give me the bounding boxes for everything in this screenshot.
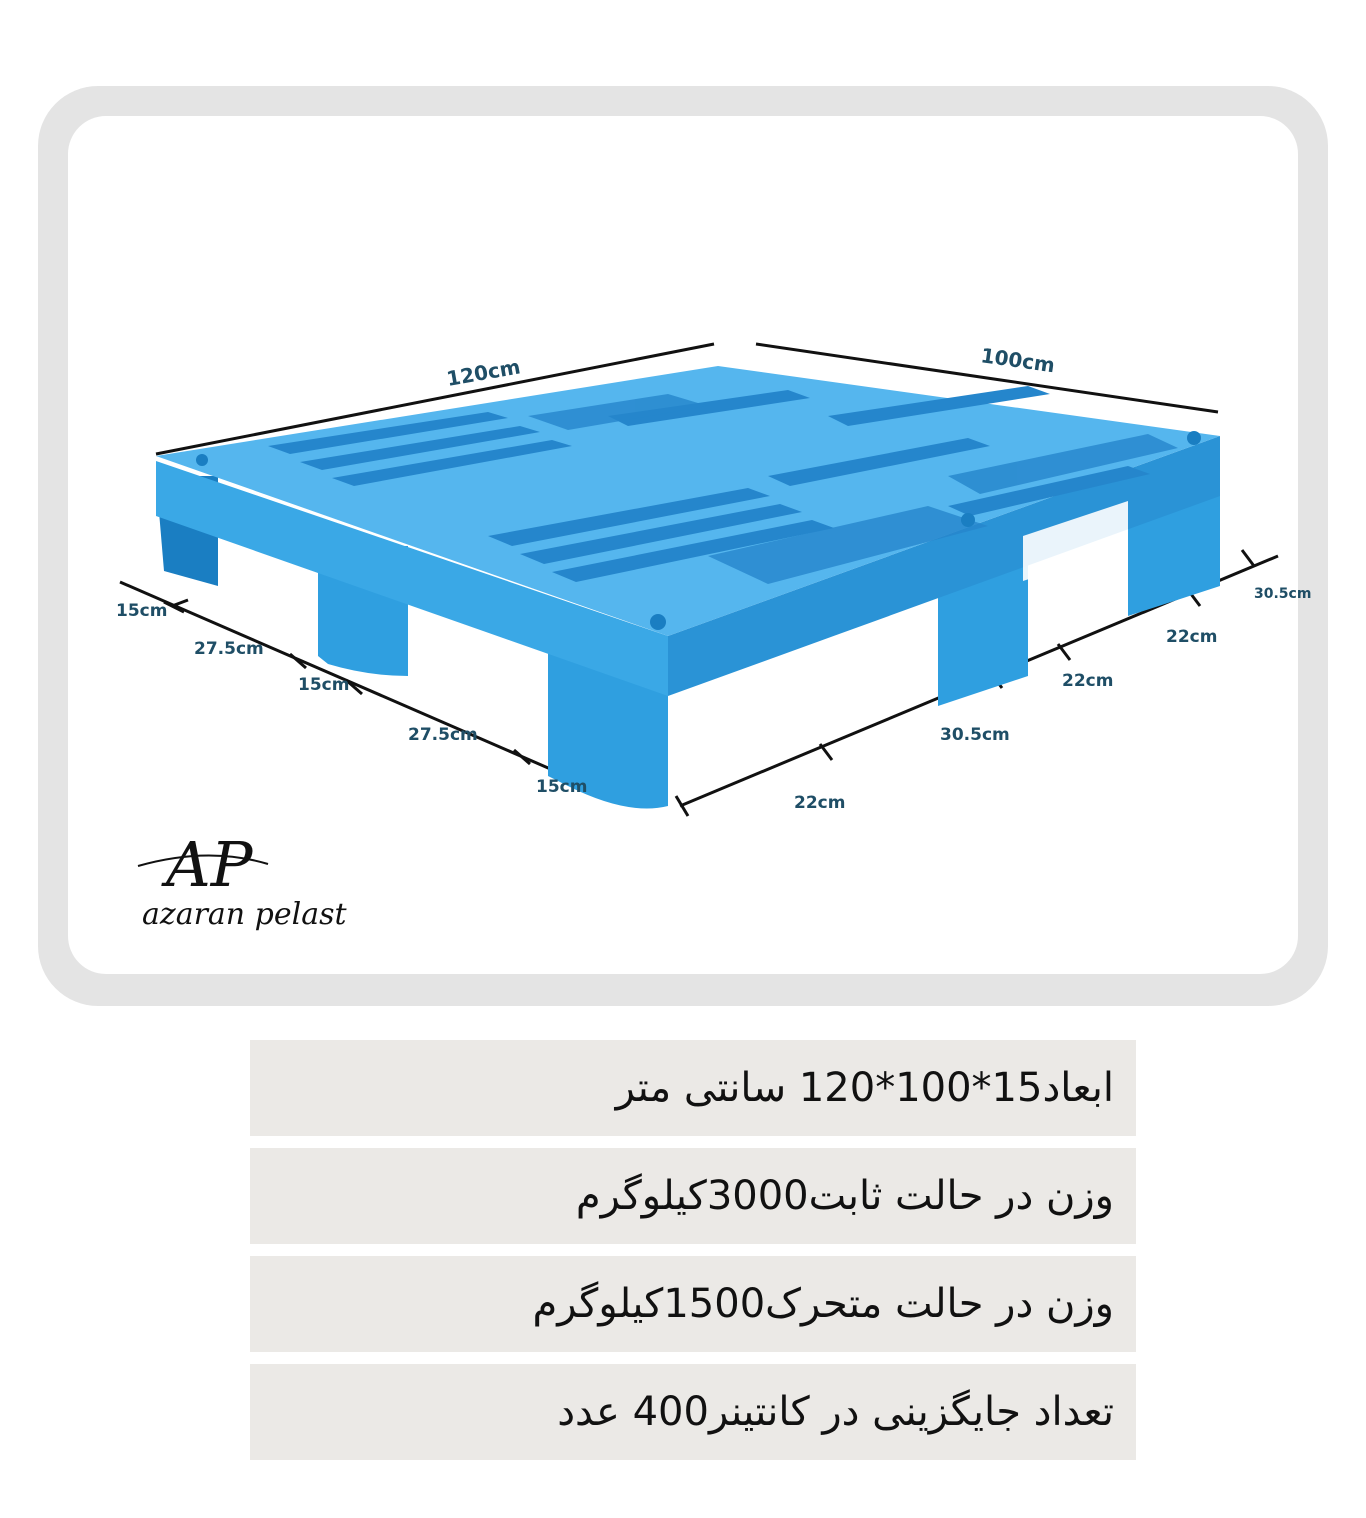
right-dim-3: 22cm <box>1062 671 1114 691</box>
pallet-illustration <box>68 116 1312 974</box>
spec-row-container-capacity <box>250 1364 1136 1460</box>
right-dim-5: 30.5cm <box>1254 586 1312 602</box>
width-label: 100cm <box>979 343 1057 378</box>
left-dim-5: 15cm <box>536 777 588 797</box>
pallet <box>156 366 1220 809</box>
length-label: 120cm <box>444 354 523 391</box>
right-dim-4: 22cm <box>1166 627 1218 647</box>
right-dim-1: 22cm <box>794 793 846 813</box>
spec-text: وزن در حالت ثابت3000کیلوگرم <box>575 1173 1114 1219</box>
product-image-panel <box>68 116 1312 974</box>
left-dim-2: 27.5cm <box>194 639 264 659</box>
spec-row-dimensions <box>250 1040 1136 1136</box>
logo-monogram: AP <box>166 828 253 901</box>
left-dim-1: 15cm <box>116 601 168 621</box>
spec-text: وزن در حالت متحرک1500کیلوگرم <box>532 1281 1114 1327</box>
right-dim-2: 30.5cm <box>940 725 1010 745</box>
spec-row-static-load <box>250 1148 1136 1244</box>
logo-brand-text: azaran pelast <box>142 897 347 932</box>
spec-table <box>250 1040 1136 1472</box>
left-dim-3: 15cm <box>298 675 350 695</box>
spec-text: تعداد جایگزینی در کانتینر400 عدد <box>557 1389 1114 1435</box>
spec-text: ابعاد15*100*120 سانتی متر <box>615 1065 1114 1111</box>
brand-logo <box>138 828 347 932</box>
image-frame <box>38 86 1328 1006</box>
left-dim-4: 27.5cm <box>408 725 478 745</box>
spec-row-dynamic-load <box>250 1256 1136 1352</box>
